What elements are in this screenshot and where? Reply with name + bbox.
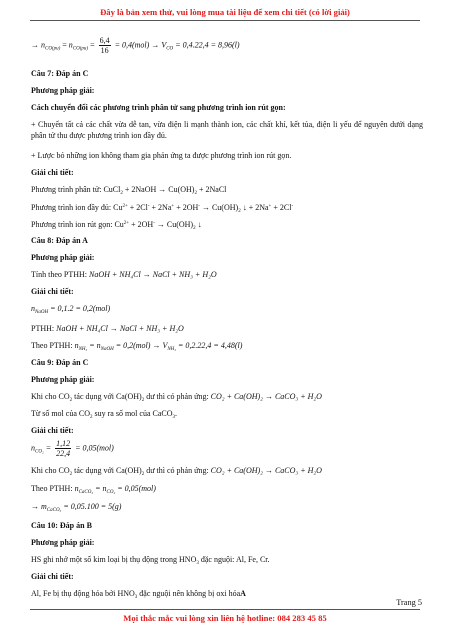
text: + 2NaOH → Cu(OH) [122,185,195,194]
denominator: 22,4 [56,449,71,458]
formula-text: = 0,1.2 = 0,2(mol) [50,304,111,313]
text: A [240,589,246,598]
reaction-equation: NaOH + NH₄Cl → NaCl + NH₃ + H₂O [89,270,217,279]
superscript: 2+ [123,221,130,226]
formula-text: = 0,4.22,4 = 8,96(l) [175,40,240,50]
subscript: 2 [141,398,145,403]
text: Phương trình phân tử: CuCl [31,185,121,194]
text: Khi cho CO [31,392,70,401]
co-formula-line [31,36,240,55]
n-symbol: n [74,484,79,493]
footer-divider [30,609,420,610]
formula-text: = 0,4(mol) → V [114,40,167,50]
superscript: - [198,204,200,209]
header-divider [30,20,420,21]
text: đặc nguội: Al, Fe, Cr. [198,555,270,564]
formula-text: = 0,2(mol) → V [115,341,168,350]
method-heading: Phương pháp giải: [31,538,95,547]
text: tác dụng với Ca(OH) [72,392,142,401]
n-symbol: n [41,40,45,50]
reaction-equation: CO₂ + Ca(OH)₂ → CaCO₃ + H₂O [210,466,322,475]
text: . [175,409,177,418]
text: Theo PTHH: [31,484,73,493]
text: Phương trình ion rút gọn: Cu [31,220,124,229]
subscript: 2 [90,415,93,420]
denominator: 16 [100,46,109,55]
text: tác dụng với Ca(OH) [72,466,142,475]
text: HS ghi nhớ một số kim loại bị thụ động trong HNO [31,555,197,564]
solution-heading: Giải chi tiết: [31,572,74,581]
text: Phương trình ion đầy đủ: Cu [31,203,123,212]
formula-text: → m [31,502,47,511]
subscript: CaCO₃ [78,490,94,495]
paragraph-rule-2: + Lược bỏ những ion không tham gia phản ứng ta được phương trình ion rút gọn. [31,151,292,160]
subscript: 2 [69,472,73,477]
text: + 2OH [129,220,154,229]
subscript: CO₂ [106,490,116,495]
calc-by-equation-line [31,269,217,280]
reaction-intro-line [31,391,322,406]
text: + 2Na [149,203,172,212]
conversion-heading: Cách chuyển đổi các phương trình phân tử sang phương trình ion rút gọn: [31,103,286,112]
superscript: 2+ [122,204,128,209]
subscript: CO₂ [35,449,44,455]
superscript: - [153,221,155,226]
reaction-equation: NaOH + NH₄Cl → NaCl + NH₃ + H₂O [56,324,184,333]
superscript: + [268,204,272,209]
text: ↓ + 2Na [240,203,269,212]
formula-text: = 0,05(mol) [117,484,156,493]
text: PTHH: [31,324,55,333]
caco3-mass-line [31,501,121,516]
equals: = [90,40,95,50]
preview-notice-header: Đây là bản xem thử, vui lòng mua tài liệu để xem chi tiết (có lời giải) [100,7,350,17]
subscript: 3 [196,561,199,566]
arrow: → [31,40,39,50]
reaction-intro-line [31,465,322,480]
text: ↓ [195,220,202,229]
method-heading: Phương pháp giải: [31,86,95,95]
subscript: 3 [172,415,175,420]
superscript: - [291,204,294,209]
molecular-equation [31,184,226,199]
method-heading: Phương pháp giải: [31,253,95,262]
solution-heading: Giải chi tiết: [31,287,74,296]
solution-heading: Giải chi tiết: [31,426,74,435]
n-symbol: n [74,341,79,350]
n-symbol: n [68,40,73,50]
text: suy ra số mol của CaCO [92,409,173,418]
equals: = [62,40,67,50]
text: Theo PTHH: [31,341,73,350]
subscript: NH₃ [78,347,88,352]
page-number: Trang 5 [396,598,422,607]
n-symbol: n [31,443,35,453]
text: → Cu(OH) [199,203,239,212]
text: Al, Fe bị thụ động hóa bởi HNO [31,589,135,598]
text: → Cu(OH) [154,220,194,229]
question-7-heading: Câu 7: Đáp án C [31,69,89,78]
method-heading: Phương pháp giải: [31,375,95,384]
text: Từ số mol của CO [31,409,90,418]
subscript: CO [166,46,174,52]
text: + 2OH [174,203,199,212]
passivation-answer-line [31,588,246,603]
subscript: 2 [141,472,145,477]
subscript: 3 [134,595,138,600]
subscript: CO(pu) [72,46,89,52]
caco3-mol-line [31,483,156,498]
question-9-heading: Câu 9: Đáp án C [31,358,89,367]
formula-text: = n [89,341,101,350]
subscript: 2 [194,191,197,196]
fraction [99,36,111,55]
subscript: CO(pu) [45,46,61,52]
formula-text: = 0,2.22,4 = 4,48(l) [178,341,243,350]
text: đặc nguội nên không bị oxi hóa [137,589,241,598]
reaction-equation: CO₂ + Ca(OH)₂ → CaCO₃ + H₂O [210,392,322,401]
text: Tính theo PTHH: [31,270,87,279]
text: + 2Cl [127,203,148,212]
subscript: CaCO₃ [46,508,62,513]
subscript: 2 [69,398,73,403]
subscript: 2 [238,209,241,214]
text: + 2NaCl [196,185,227,194]
numerator: 1,12 [56,439,71,448]
superscript: + [171,204,175,209]
subscript: NaOH [100,347,114,352]
subscript: 2 [193,226,196,231]
nh3-volume-line [31,340,242,355]
superscript: - [147,204,150,209]
numerator: 6,4 [99,36,110,45]
question-10-heading: Câu 10: Đáp án B [31,521,92,530]
formula-text: = 0,05.100 = 5(g) [63,502,122,511]
paragraph-rule-1: + Chuyển tất cả các chất vừa dễ tan, vừa điện li mạnh thành ion, các chất khí, kết tủa, điện li yếu để nguyên dưới dạng phân tử thu được phương trình ion đầy đủ. [31,120,423,140]
solution-heading: Giải chi tiết: [31,168,74,177]
text: dư thì có phản ứng: [144,466,209,475]
equals: = [45,443,52,453]
mol-co2-line [31,439,114,458]
net-ionic-equation [31,218,202,234]
full-ionic-equation [31,201,293,217]
subscript: NH₃ [167,347,177,352]
fraction [55,439,71,458]
n-symbol: n [31,304,35,313]
subscript: NaOH [35,310,49,315]
hotline-footer: Mọi thắc mắc vui lòng xin liên hệ hotline: 084 283 45 85 [123,613,327,623]
formula-text: = n [95,484,107,493]
question-8-heading: Câu 8: Đáp án A [31,236,88,245]
text: + 2Cl [271,203,292,212]
formula-text: = 0,05(mol) [75,443,114,453]
text: Khi cho CO [31,466,70,475]
reaction-line [31,323,184,334]
mole-inference-line [31,408,177,423]
text: dư thì có phản ứng: [144,392,209,401]
mol-naoh-line [31,303,110,318]
passivation-hint-line [31,554,270,569]
subscript: 2 [120,191,123,196]
